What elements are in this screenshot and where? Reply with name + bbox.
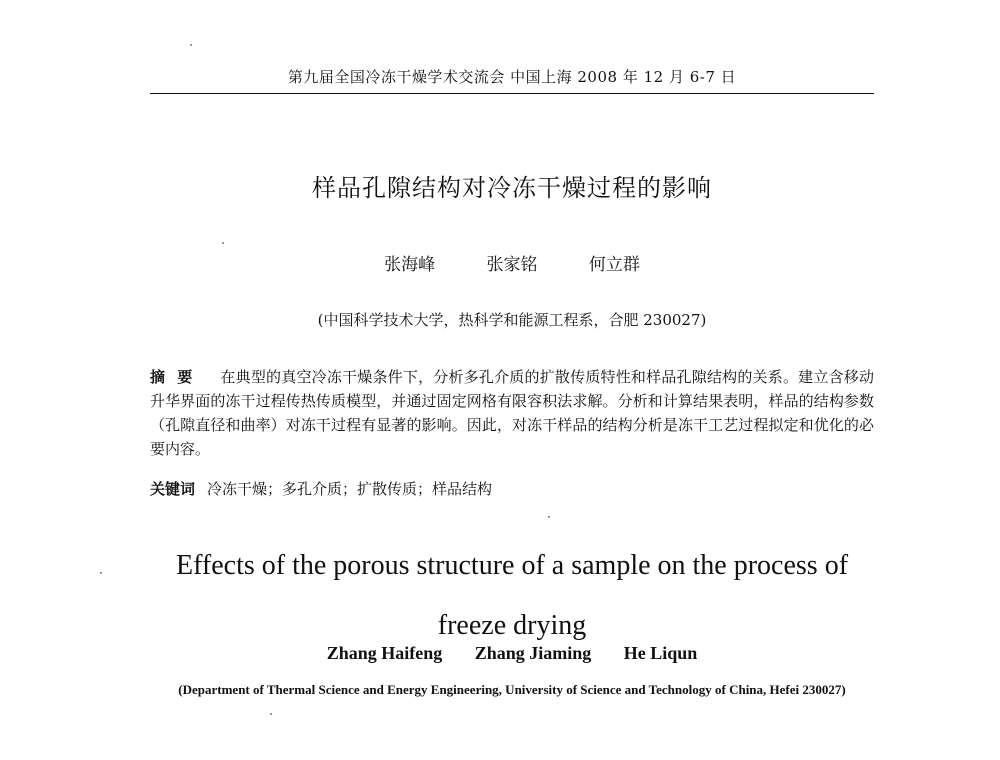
keywords-text: 冷冻干燥；多孔介质；扩散传质；样品结构 bbox=[207, 480, 493, 498]
chinese-keywords bbox=[150, 478, 874, 499]
chinese-title: 样品孔隙结构对冷冻干燥过程的影响 bbox=[312, 174, 712, 202]
chinese-author-1: 张海峰 bbox=[384, 255, 436, 275]
english-author-2: Zhang Jiaming bbox=[474, 643, 592, 663]
english-author-1: Zhang Haifeng bbox=[326, 643, 443, 663]
chinese-authors bbox=[150, 250, 874, 275]
chinese-author-3: 何立群 bbox=[588, 255, 640, 275]
chinese-author-2: 张家铭 bbox=[486, 255, 538, 275]
scan-speck bbox=[190, 44, 192, 46]
chinese-abstract bbox=[150, 365, 874, 461]
english-title: Effects of the porous structure of a sample on the process of freeze drying bbox=[175, 550, 849, 641]
chinese-affiliation: (中国科学技术大学，热科学和能源工程系，合肥 230027) bbox=[317, 311, 707, 329]
abstract-label: 摘要 bbox=[150, 368, 205, 386]
scan-speck bbox=[222, 242, 224, 244]
running-header: 第九届全国冷冻干燥学术交流会 中国上海 2008 年 12 月 6-7 日 bbox=[287, 68, 737, 86]
english-authors bbox=[150, 643, 874, 664]
english-author-3: He Liqun bbox=[623, 643, 698, 663]
header-rule bbox=[150, 93, 874, 94]
scan-speck bbox=[100, 572, 102, 574]
abstract-text: 在典型的真空冷冻干燥条件下，分析多孔介质的扩散传质特性和样品孔隙结构的关系。建立含移动升华界面的冻干过程传热传质模型，并通过固定网格有限容积法求解。分析和计算结果表明，样品的结构参数（孔隙直径和曲率）对冻干过程有显著的影响。因此，对冻干样品的结构分析是冻干工艺过程拟定和优化的必要内容。 bbox=[150, 368, 874, 458]
scan-speck bbox=[548, 516, 550, 518]
scan-speck bbox=[270, 713, 272, 715]
keywords-label: 关键词 bbox=[150, 480, 196, 498]
english-affiliation: (Department of Thermal Science and Energy Engineering, University of Science and Technology of China, Hefei 230027) bbox=[178, 682, 846, 697]
